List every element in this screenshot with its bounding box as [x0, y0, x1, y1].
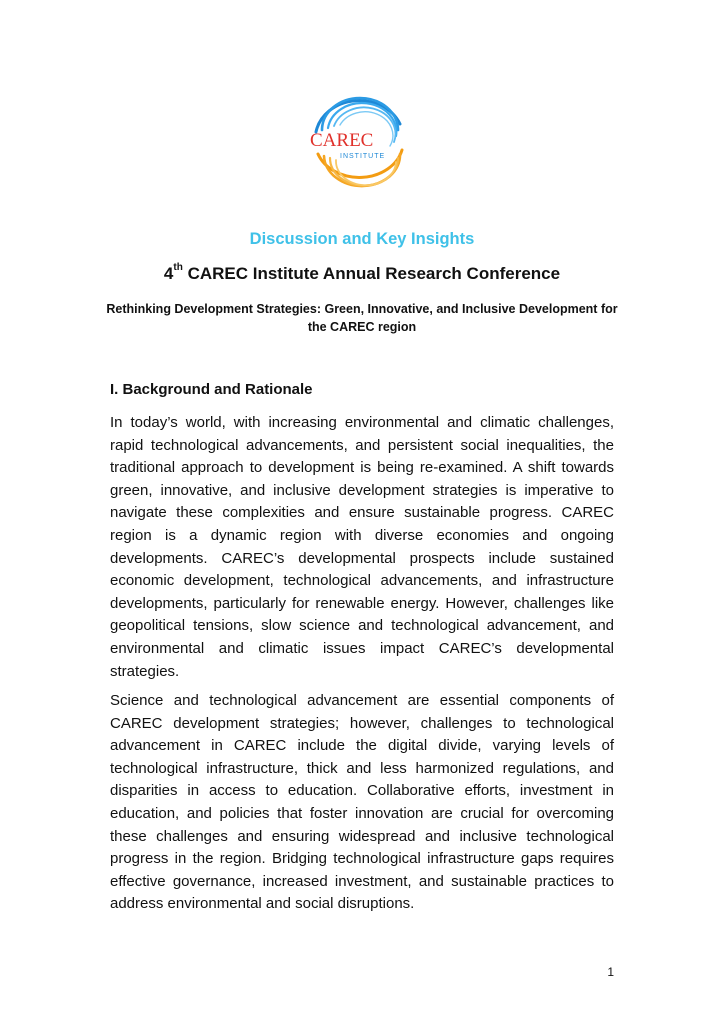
paragraph-2: Science and technological advancement are essential components of CAREC development strategies; however, challenges to technological advancement in CAREC include the digital divide, varying levels of technological infrastructure, thick and less harmonized regulations, and disparities in access to education. Collaborative efforts, investment in education, and policies that foster innovation are crucial for overcoming these challenges and ensuring widespread and inclusive technological progress in the region. Bridging technological infrastructure gaps requires effective governance, increased investment, and sustainable practices to address environmental and social disruptions.: [110, 692, 614, 913]
conference-ordinal-suffix: th: [173, 262, 183, 274]
carec-institute-logo: [302, 92, 414, 188]
section-heading: I. Background and Rationale: [110, 381, 313, 398]
conference-title: [0, 264, 724, 284]
paragraph-1: In today’s world, with increasing environmental and climatic challenges, rapid technological advancements, and persistent social inequalities, the traditional approach to development is being re-examined. A shift towards green, innovative, and inclusive development strategies is imperative to navigate these complexities and ensure sustainable progress. CAREC region is a dynamic region with diverse economies and ongoing developments. CAREC’s developmental prospects include sustained economic development, technological advancements, and infrastructure developments, particularly for renewable energy. However, challenges like geopolitical tensions, slow science and technological advancement, and environmental and climatic issues impact CAREC’s developmental strategies.: [110, 414, 614, 680]
logo-wordmark: CAREC: [310, 130, 374, 151]
logo-subtitle: INSTITUTE: [340, 153, 386, 160]
document-title: Discussion and Key Insights: [249, 230, 475, 248]
conference-name: CAREC Institute Annual Research Conference: [182, 264, 561, 283]
conference-subtitle: Rethinking Development Strategies: Green, Innovative, and Inclusive Development for the CAREC region: [106, 302, 618, 334]
conference-ordinal: 4: [163, 264, 174, 283]
page-number: 1: [607, 965, 614, 979]
